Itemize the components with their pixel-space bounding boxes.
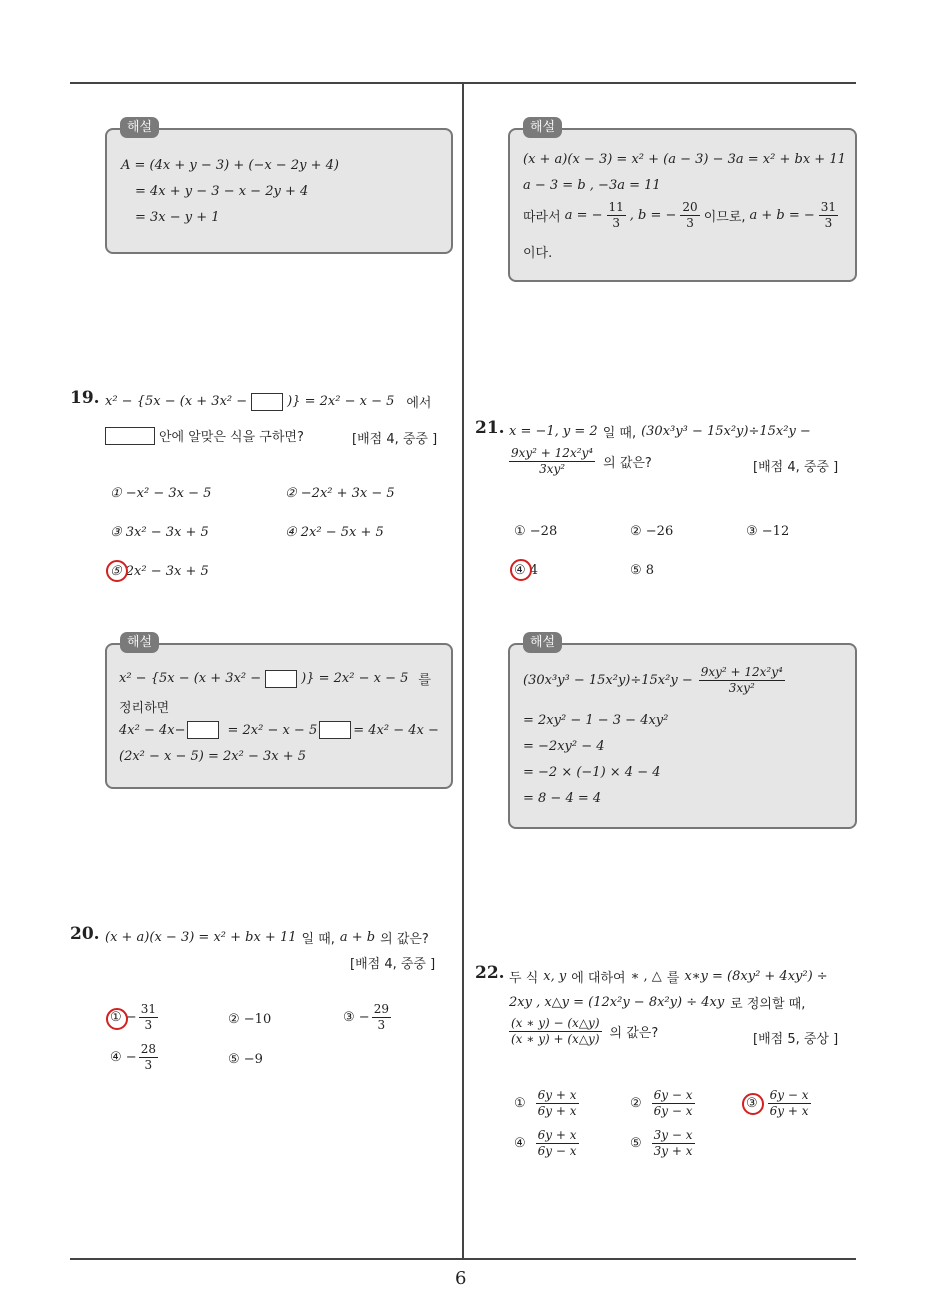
q20-stem-when: 일 때,: [301, 932, 335, 947]
q20-sol-frac-a: $\frac{11}{3}$: [608, 200, 624, 230]
q20-option-1[interactable]: ① − $\frac{31}{3}$: [110, 1002, 156, 1032]
q19-sol-expr-c: 4x² − 4x−: [119, 722, 186, 738]
q20-option-4[interactable]: ④ − $\frac{28}{3}$: [110, 1042, 156, 1072]
q22-stem-vars: x, y: [543, 969, 567, 984]
q19-sol-expr-e: = 4x² − 4x −: [353, 722, 439, 738]
q19-stem-line-1: [105, 392, 432, 411]
q19-sol-blank-3: [319, 721, 351, 739]
q22-score-info: [배점 5, 중상 ]: [753, 1032, 839, 1047]
q18-sol-line-2: = 4x + y − 3 − x − 2y + 4: [135, 184, 309, 199]
q20-number: 20.: [70, 924, 100, 944]
page-number: 6: [455, 1268, 467, 1289]
q20-sol-line-4: 이다.: [523, 246, 553, 261]
q20-option-5[interactable]: ⑤ −9: [228, 1052, 263, 1067]
q19-option-1[interactable]: ① −x² − 3x − 5: [110, 486, 212, 501]
q21-sol-line-3: = −2xy² − 4: [523, 739, 605, 754]
q22-stem-def2: 2xy , x△y = (12x²y − 8x²y) ÷ 4xy: [509, 995, 725, 1010]
q22-option-3[interactable]: ③ $\frac{6y - x}{6y + x}$: [746, 1088, 809, 1118]
q22-stem-line-3: [509, 1016, 658, 1047]
q21-solution-box: [508, 643, 857, 829]
q21-option-1[interactable]: ① −28: [514, 524, 558, 539]
q22-option-4[interactable]: ④ $\frac{6y + x}{6y - x}$: [514, 1128, 577, 1158]
q19-sol-expr-d: = 2x² − x − 5: [227, 722, 318, 738]
q20-score-info: [배점 4, 중중 ]: [350, 957, 436, 972]
q19-option-2[interactable]: ② −2x² + 3x − 5: [285, 486, 395, 501]
q19-score-info: [배점 4, 중중 ]: [352, 432, 438, 447]
q19-solution-box: [105, 643, 453, 789]
q22-stem-define: 로 정의할 때,: [730, 997, 806, 1012]
q21-sol-line-5: = 8 − 4 = 4: [523, 791, 602, 806]
q22-stem-about: 에 대하여: [571, 971, 626, 986]
q21-option-2[interactable]: ② −26: [630, 524, 674, 539]
q19-stem-line-2: [105, 426, 304, 445]
q21-stem-fraction: $\frac{\text{9xy² + 12x²y⁴}}{\text{3xy²}}$: [511, 446, 594, 476]
q21-stem-line-1: [509, 422, 811, 441]
q19-stem-expr-a: x² − {5x − (x + 3x² −: [105, 394, 248, 409]
q22-stem-question: 의 값은?: [609, 1026, 659, 1041]
q19-number: 19.: [70, 388, 100, 408]
q20-sol-sum-eq: a + b = −: [749, 208, 815, 223]
q21-sol-expr: (30x³y³ − 15x²y)÷15x²y −: [523, 673, 693, 688]
q21-option-3[interactable]: ③ −12: [746, 524, 790, 539]
q21-sol-line-2: = 2xy² − 1 − 3 − 4xy²: [523, 713, 669, 728]
q21-stem-line-2: [509, 446, 652, 477]
q19-sol-expr-a: x² − {5x − (x + 3x² −: [119, 671, 262, 686]
q22-number: 22.: [475, 963, 505, 983]
q19-answer-blank: [105, 427, 155, 445]
q22-stem-fraction: $\frac{(x ∗ y) - (x\triangle y)}{(x ∗ y) + (x\triangle y)}$: [511, 1016, 600, 1046]
q22-stem-two: 두 식: [509, 971, 539, 986]
q20-solution-box: [508, 128, 857, 282]
q21-score-info: [배점 4, 중중 ]: [753, 460, 839, 475]
q18-solution-label: 해설: [120, 117, 159, 138]
q20-stem-sum: a + b: [339, 930, 376, 945]
q21-stem-values: x = −1, y = 2: [509, 424, 598, 439]
q19-sol-line-1: [119, 669, 431, 688]
q22-option-1[interactable]: ① $\frac{6y + x}{6y + x}$: [514, 1088, 577, 1118]
q20-sol-line-1: (x + a)(x − 3) = x² + (a − 3) − 3a = x² + bx + 11: [523, 152, 846, 167]
q19-sol-suffix: 를: [418, 673, 431, 688]
q20-stem: [105, 928, 429, 947]
q18-sol-line-1: A = (4x + y − 3) + (−x − 2y + 4): [121, 158, 339, 173]
q22-stem-ops: ∗ , △: [630, 969, 662, 984]
q20-stem-question: 의 값은?: [380, 932, 429, 947]
q22-stem-line-2: [509, 993, 805, 1012]
q19-sol-line-2: 정리하면: [119, 701, 170, 716]
q19-sol-blank-2: [187, 721, 219, 739]
q22-option-5[interactable]: ⑤ $\frac{3y - x}{3y + x}$: [630, 1128, 693, 1158]
q20-sol-b-eq: , b = −: [629, 208, 677, 223]
q22-stem-def1: x∗y = (8xy² + 4xy²) ÷: [684, 969, 828, 984]
q21-option-5[interactable]: ⑤ 8: [630, 563, 655, 578]
q18-solution-box: [105, 128, 453, 254]
q21-number: 21.: [475, 418, 505, 438]
q19-sol-blank-1: [265, 670, 297, 688]
q21-option-4[interactable]: ④ 4: [514, 563, 539, 578]
q19-sol-line-4: (2x² − x − 5) = 2x² − 3x + 5: [119, 749, 307, 764]
q20-sol-since: 이므로,: [703, 210, 746, 225]
q20-stem-expr: (x + a)(x − 3) = x² + bx + 11: [105, 930, 297, 945]
q19-stem-suffix: 에서: [406, 396, 432, 411]
column-divider: [462, 83, 464, 1259]
q19-option-3[interactable]: ③ 3x² − 3x + 5: [110, 525, 209, 540]
q20-sol-a-eq: a = −: [564, 208, 603, 223]
q21-sol-line-1: [523, 665, 785, 696]
bottom-rule: [70, 1258, 856, 1260]
q22-stem-obj: 를: [666, 971, 680, 986]
q22-answer-circle: [742, 1093, 764, 1115]
q19-stem-expr-b: )} = 2x² − x − 5: [287, 394, 395, 409]
q22-stem-line-1: [509, 967, 828, 986]
q18-sol-line-3: = 3x − y + 1: [135, 210, 220, 225]
q20-option-2[interactable]: ② −10: [228, 1012, 272, 1027]
q20-sol-frac-b: $\frac{20}{3}$: [682, 200, 698, 230]
q20-sol-line-3: [523, 200, 838, 231]
q21-stem-question: 의 값은?: [603, 456, 652, 471]
q19-option-5[interactable]: ⑤ 2x² − 3x + 5: [110, 564, 209, 579]
q20-sol-therefore: 따라서: [523, 210, 561, 225]
q20-sol-line-2: a − 3 = b , −3a = 11: [523, 178, 661, 193]
q19-solution-label: 해설: [120, 632, 159, 653]
q21-stem-expr: (30x³y³ − 15x²y)÷15x²y −: [641, 424, 811, 439]
q21-sol-line-4: = −2 × (−1) × 4 − 4: [523, 765, 661, 780]
q19-sol-line-3: [119, 721, 439, 739]
q19-stem-question: 안에 알맞은 식을 구하면?: [159, 430, 304, 445]
q21-answer-circle: [510, 559, 532, 581]
q20-sol-frac-sum: $\frac{31}{3}$: [820, 200, 837, 230]
q20-answer-circle: [106, 1008, 128, 1030]
q19-sol-expr-b: )} = 2x² − x − 5: [301, 671, 409, 686]
q19-answer-circle: [106, 560, 128, 582]
q19-blank-box: [251, 393, 283, 411]
q21-sol-fraction: $\frac{\text{9xy² + 12x²y⁴}}{\text{3xy²}}$: [700, 665, 783, 695]
q20-solution-label: 해설: [523, 117, 562, 138]
q20-option-3[interactable]: ③ − $\frac{29}{3}$: [343, 1002, 389, 1032]
q21-stem-when: 일 때,: [602, 426, 637, 441]
q21-solution-label: 해설: [523, 632, 562, 653]
q19-option-4[interactable]: ④ 2x² − 5x + 5: [285, 525, 384, 540]
q22-option-2[interactable]: ② $\frac{6y - x}{6y - x}$: [630, 1088, 693, 1118]
